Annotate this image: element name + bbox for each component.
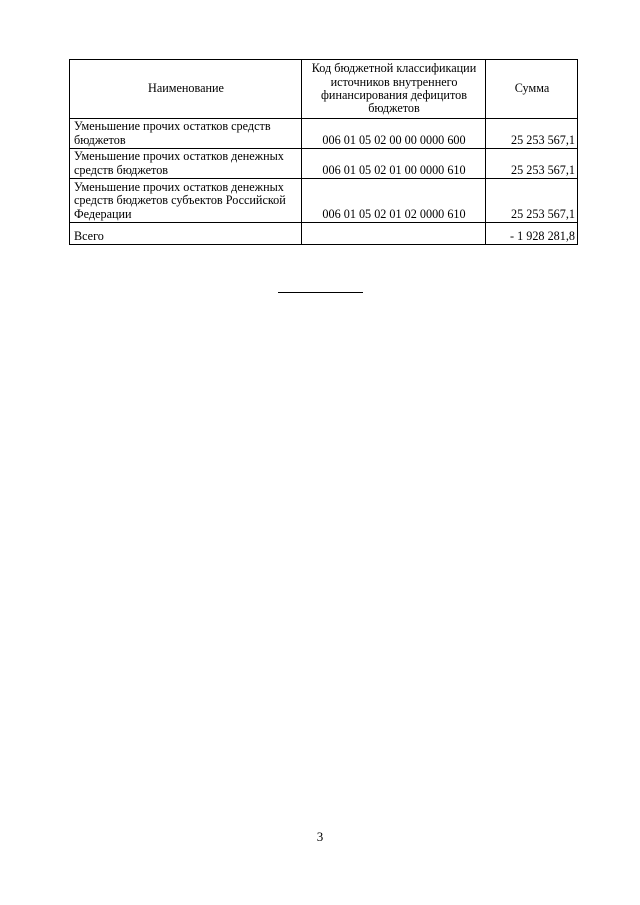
row-code: 006 01 05 02 01 00 0000 610	[302, 149, 486, 179]
header-sum: Сумма	[486, 60, 578, 119]
total-label: Всего	[70, 223, 302, 245]
row-name: Уменьшение прочих остатков средств бюджетов	[70, 119, 302, 149]
table-row	[70, 119, 578, 149]
page-number: 3	[316, 829, 324, 844]
row-sum: 25 253 567,1	[486, 179, 578, 223]
row-name: Уменьшение прочих остатков денежных средств бюджетов	[70, 149, 302, 179]
section-divider-line	[278, 292, 363, 293]
header-name: Наименование	[70, 60, 302, 119]
table-row	[70, 149, 578, 179]
total-code	[302, 223, 486, 245]
header-code: Код бюджетной классификации источников внутреннего финансирования дефицитов бюджетов	[302, 60, 486, 119]
row-sum: 25 253 567,1	[486, 149, 578, 179]
row-code: 006 01 05 02 01 02 0000 610	[302, 179, 486, 223]
table-total-row	[70, 223, 578, 245]
row-sum: 25 253 567,1	[486, 119, 578, 149]
row-name: Уменьшение прочих остатков денежных средств бюджетов субъектов Российской Федерации	[70, 179, 302, 223]
table-header-row	[70, 60, 578, 119]
table-row	[70, 179, 578, 223]
budget-sources-table	[69, 59, 578, 245]
row-code: 006 01 05 02 00 00 0000 600	[302, 119, 486, 149]
total-sum: - 1 928 281,8	[486, 223, 578, 245]
